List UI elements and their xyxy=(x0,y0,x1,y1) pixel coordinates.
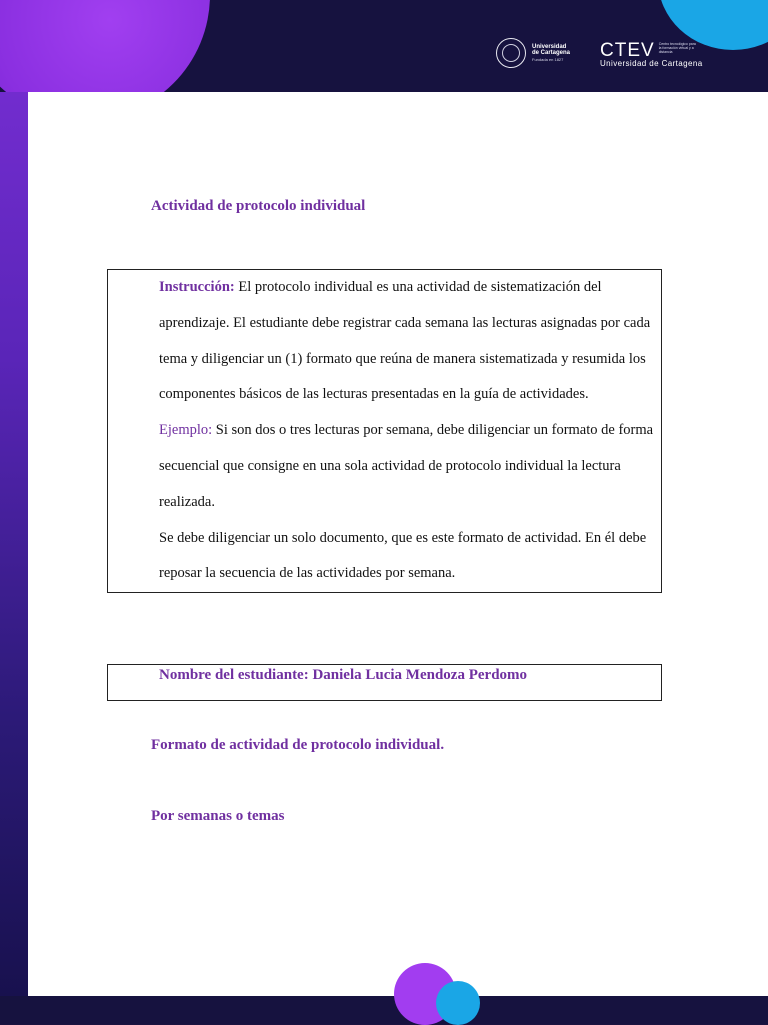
page-header-band xyxy=(0,0,768,92)
ctev-logo-sub: Universidad de Cartagena xyxy=(600,59,703,68)
example-text: Si son dos o tres lecturas por semana, debe diligenciar un formato de forma secuencial que consigne en una sola actividad de protocolo individual la lectura realizada. xyxy=(159,422,654,510)
instruction-paragraph xyxy=(115,270,655,413)
universidad-de-cartagena-logo xyxy=(496,38,570,68)
udc-logo-line3: Fundada en 1827 xyxy=(532,57,564,62)
document-title: Actividad de protocolo individual xyxy=(151,198,366,214)
ctev-logo xyxy=(600,42,703,69)
udc-logo-line1: Universidad xyxy=(532,44,567,50)
note-paragraph: Se debe diligenciar un solo documento, que es este formato de actividad. En él debe reposar la secuencia de las actividades por semana. xyxy=(159,529,647,582)
student-name: Nombre del estudiante: Daniela Lucia Mendoza Perdomo xyxy=(159,667,528,683)
instruction-text: El protocolo individual es una actividad de sistematización del aprendizaje. El estudiante debe registrar cada semana las lecturas asignadas por cada tema y diligenciar un (1) formato que reúna de manera sistematizada y resumida los componentes básicos de las lecturas presentadas en la guía de actividades. xyxy=(159,279,651,403)
example-label: Ejemplo: xyxy=(159,422,213,439)
footer-blue-bubble xyxy=(436,981,480,1025)
decorative-purple-circle xyxy=(0,0,210,92)
student-name-box xyxy=(107,664,662,701)
ctev-logo-main: CTEV xyxy=(600,40,655,61)
instruction-label: Instrucción: xyxy=(159,279,235,295)
instruction-box xyxy=(107,269,662,593)
ctev-logo-tagline: Centro tecnológico para la formación virtual y a distancia xyxy=(658,42,696,54)
example-paragraph xyxy=(115,413,655,520)
weeks-heading: Por semanas o temas xyxy=(151,808,285,824)
format-heading: Formato de actividad de protocolo individual. xyxy=(151,737,445,753)
university-seal-icon xyxy=(496,38,526,68)
udc-logo-line2: de Cartagena xyxy=(532,50,571,56)
page-footer-band xyxy=(0,996,768,1024)
